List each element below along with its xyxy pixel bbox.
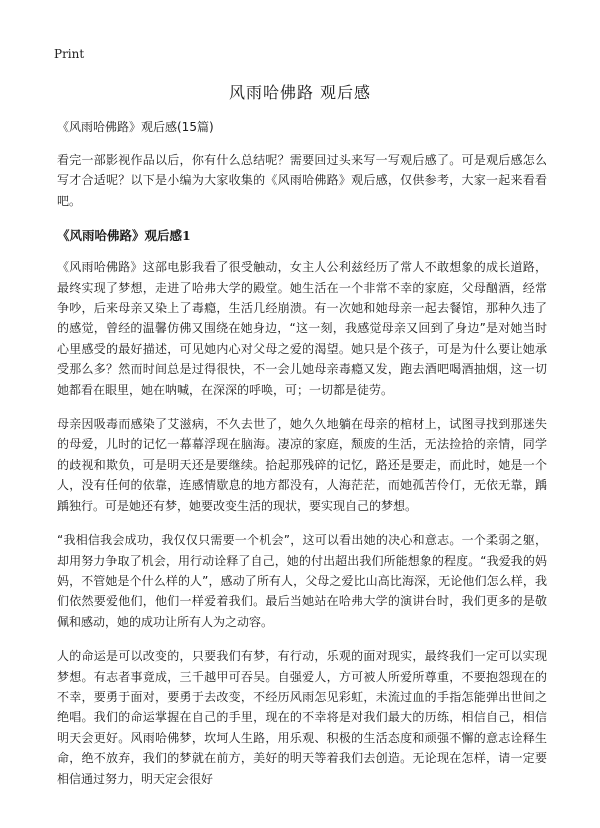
body-paragraph-3: “我相信我会成功，我仅仅只需要一个机会”，这可以看出她的决心和意志。一个柔弱之躯，却用努力争取了机会，用行动诠释了自己，她的付出超出我们所能想象的程度。“我爱我的妈妈，不管她是个什么样的人”，感动了所有人，父母之爱比山高比海深，无论他们怎么样，我们依然要爱他们，他们一样爱着我们。最后当她站在哈弗大学的演讲台时，我们更多的是敬佩和感动，她的成功让所有人为之动容。 (57, 533, 547, 629)
intro-paragraph: 看完一部影视作品以后，你有什么总结呢？需要回过头来写一写观后感了。可是观后感怎么写才合适呢？以下是小编为大家收集的《风雨哈佛路》观后感，仅供参考，大家一起来看看吧。 (57, 153, 547, 208)
body-paragraph-4: 人的命运是可以改变的，只要我们有梦，有行动，乐观的面对现实，最终我们一定可以实现梦想。有志者事竟成，三千越甲可吞吴。自强爱人，方可被人所爱所尊重，不要抱怨现在的不幸，要勇于面对，要勇于去改变，不经历风雨怎见彩虹，未流过血的手指怎能弹出世间之绝唱。我们的命运掌握在自己的手里，现在的不幸将是对我们最大的历练，相信自己，相信明天会更好。风雨哈佛梦，坎坷人生路，用乐观、积极的生活态度和顽强不懈的意志诠释生命，绝不放弃，我们的梦就在前方，美好的明天等着我们去创造。无论现在怎样，请一定要相信通过努力，明天定会很好 (57, 649, 547, 786)
page-title: 风雨哈佛路 观后感 (228, 83, 372, 102)
body-paragraph-1: 《风雨哈佛路》这部电影我看了很受触动，女主人公利兹经历了常人不敢想象的成长道路，最终实现了梦想，走进了哈弗大学的殿堂。她生活在一个非常不幸的家庭，父母酗酒，经常争吵，后来母亲又染上了毒瘾，生活几经崩溃。有一次她和她母亲一起去餐馆，那种久违了的感觉，曾经的温馨仿佛又围绕在她身边，“这一刻，我感觉母亲又回到了身边”是对她当时心里感受的最好描述，可见她内心对父母之爱的渴望。她只是个孩子，可是为什么要让她承受那么多？然而时间总是过得很快，不一会儿她母亲毒瘾又发，跑去酒吧喝酒抽烟，这一切她都看在眼里，她在呐喊，在深深的呼唤，可；一切都是徒劳。 (57, 260, 547, 397)
article-body (57, 118, 547, 803)
series-label: 《风雨哈佛路》观后感(15篇) (57, 120, 214, 134)
section-heading: 《风雨哈佛路》观后感1 (57, 228, 191, 244)
print-link[interactable]: Print (54, 47, 85, 61)
body-paragraph-2: 母亲因吸毒而感染了艾滋病，不久去世了，她久久地躺在母亲的棺材上，试图寻找到那迷失的母爱，儿时的记忆一幕幕浮现在脑海。凄凉的家庭，颓废的生活，无法捡拾的亲情，同学的歧视和欺负，可是明天还是要继续。拾起那残碎的记忆，路还是要走，而此时，她是一个人，没有任何的依靠，连感情歇息的地方都没有，人海茫茫，而她孤苦伶仃，无依无靠，踽踽独行。可是她还有梦，她要改变生活的现状，要实现自己的梦想。 (57, 417, 547, 513)
